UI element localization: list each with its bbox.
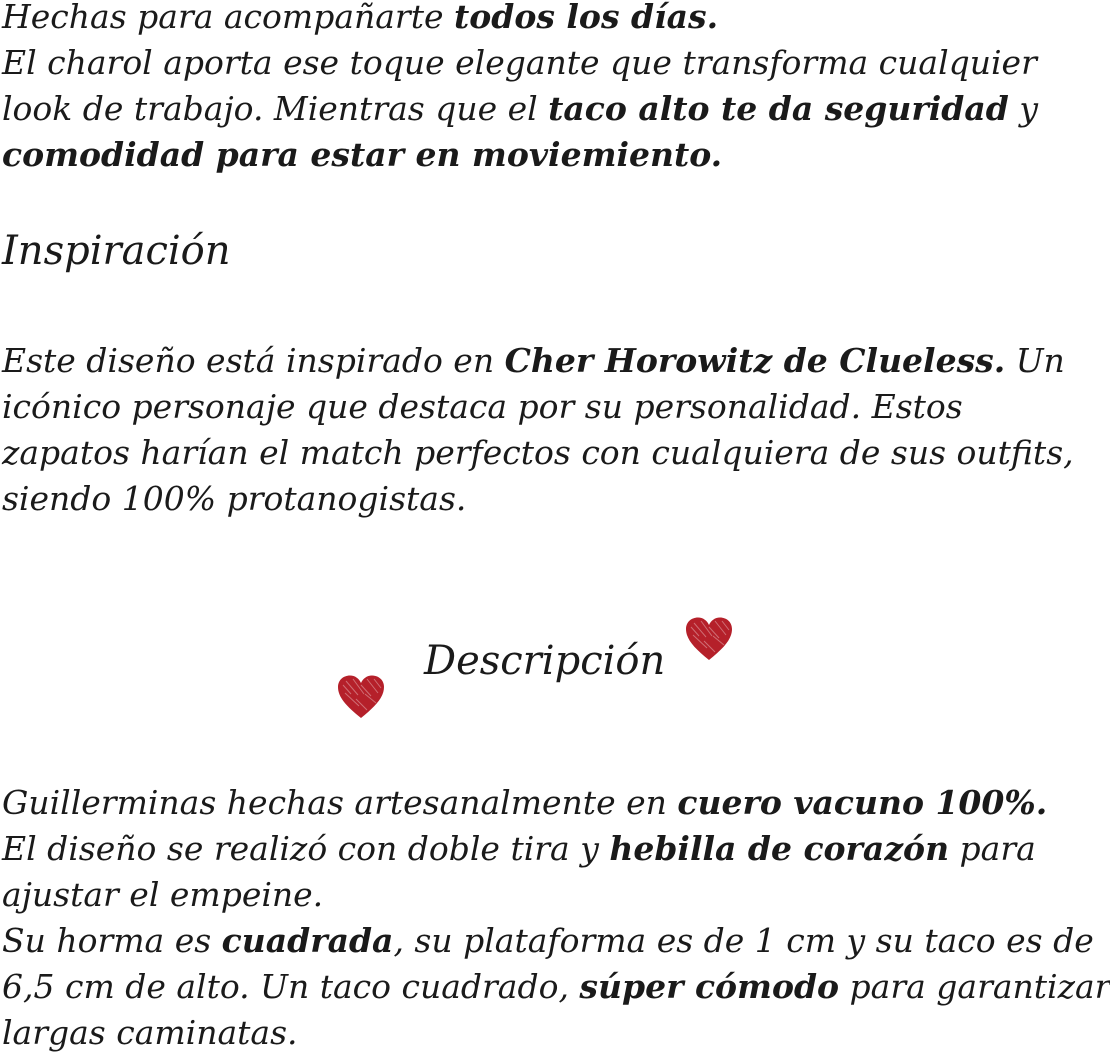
descripcion-heading: Descripción <box>424 638 666 684</box>
intro-line-2: El charol aporta ese toque elegante que transforma cualquier <box>2 43 1037 82</box>
inspiracion-text: Este diseño está inspirado en <box>2 341 505 380</box>
intro-emphasis: comodidad para estar en moviemiento. <box>2 135 723 174</box>
inspiracion-paragraph <box>2 338 1078 522</box>
descripcion-text: para garantizar <box>839 967 1110 1006</box>
descripcion-paragraph <box>2 780 1110 1056</box>
descripcion-text: Su horma es <box>2 921 222 960</box>
descripcion-text: 6,5 cm de alto. Un taco cuadrado, <box>2 967 580 1006</box>
intro-paragraph <box>2 0 1078 178</box>
descripcion-text: , su plataforma es de 1 cm y su taco es de <box>393 921 1094 960</box>
descripcion-emphasis: hebilla de corazón <box>609 829 950 868</box>
descripcion-emphasis: cuadrada <box>221 921 394 960</box>
descripcion-line-3: ajustar el empeine. <box>2 875 324 914</box>
descripcion-line-2 <box>2 826 1078 872</box>
inspiracion-heading: Inspiración <box>2 228 231 274</box>
intro-emphasis: todos los días. <box>453 0 719 36</box>
heart-icon <box>336 674 386 720</box>
inspiracion-line-4: siendo 100% protanogistas. <box>2 479 467 518</box>
inspiracion-emphasis: Cher Horowitz de Clueless. <box>504 341 1006 380</box>
heart-icon-shape <box>686 618 732 661</box>
descripcion-emphasis: cuero vacuno 100%. <box>677 783 1048 822</box>
intro-line-4 <box>2 132 1078 178</box>
inspiracion-text: Un <box>1005 341 1065 380</box>
descripcion-line-6: largas caminatas. <box>2 1013 298 1052</box>
intro-text: y <box>1008 89 1038 128</box>
descripcion-text: para <box>949 829 1036 868</box>
intro-emphasis: taco alto te da seguridad <box>548 89 1009 128</box>
heart-icon <box>684 616 734 662</box>
descripcion-line-5 <box>2 964 1110 1010</box>
heart-icon-shape <box>338 676 384 719</box>
intro-line-1 <box>2 0 1078 40</box>
inspiracion-line-2: icónico personaje que destaca por su personalidad. Estos <box>2 387 963 426</box>
inspiracion-line-3: zapatos harían el match perfectos con cualquiera de sus outfits, <box>2 433 1074 472</box>
inspiracion-line-1 <box>2 338 1078 384</box>
descripcion-text: Guillerminas hechas artesanalmente en <box>2 783 678 822</box>
intro-line-3 <box>2 86 1078 132</box>
descripcion-text: El diseño se realizó con doble tira y <box>2 829 610 868</box>
descripcion-line-4 <box>2 918 1094 964</box>
descripcion-line-1 <box>2 780 1078 826</box>
descripcion-emphasis: súper cómodo <box>579 967 840 1006</box>
intro-text: look de trabajo. Mientras que el <box>2 89 549 128</box>
intro-text: Hechas para acompañarte <box>2 0 454 36</box>
